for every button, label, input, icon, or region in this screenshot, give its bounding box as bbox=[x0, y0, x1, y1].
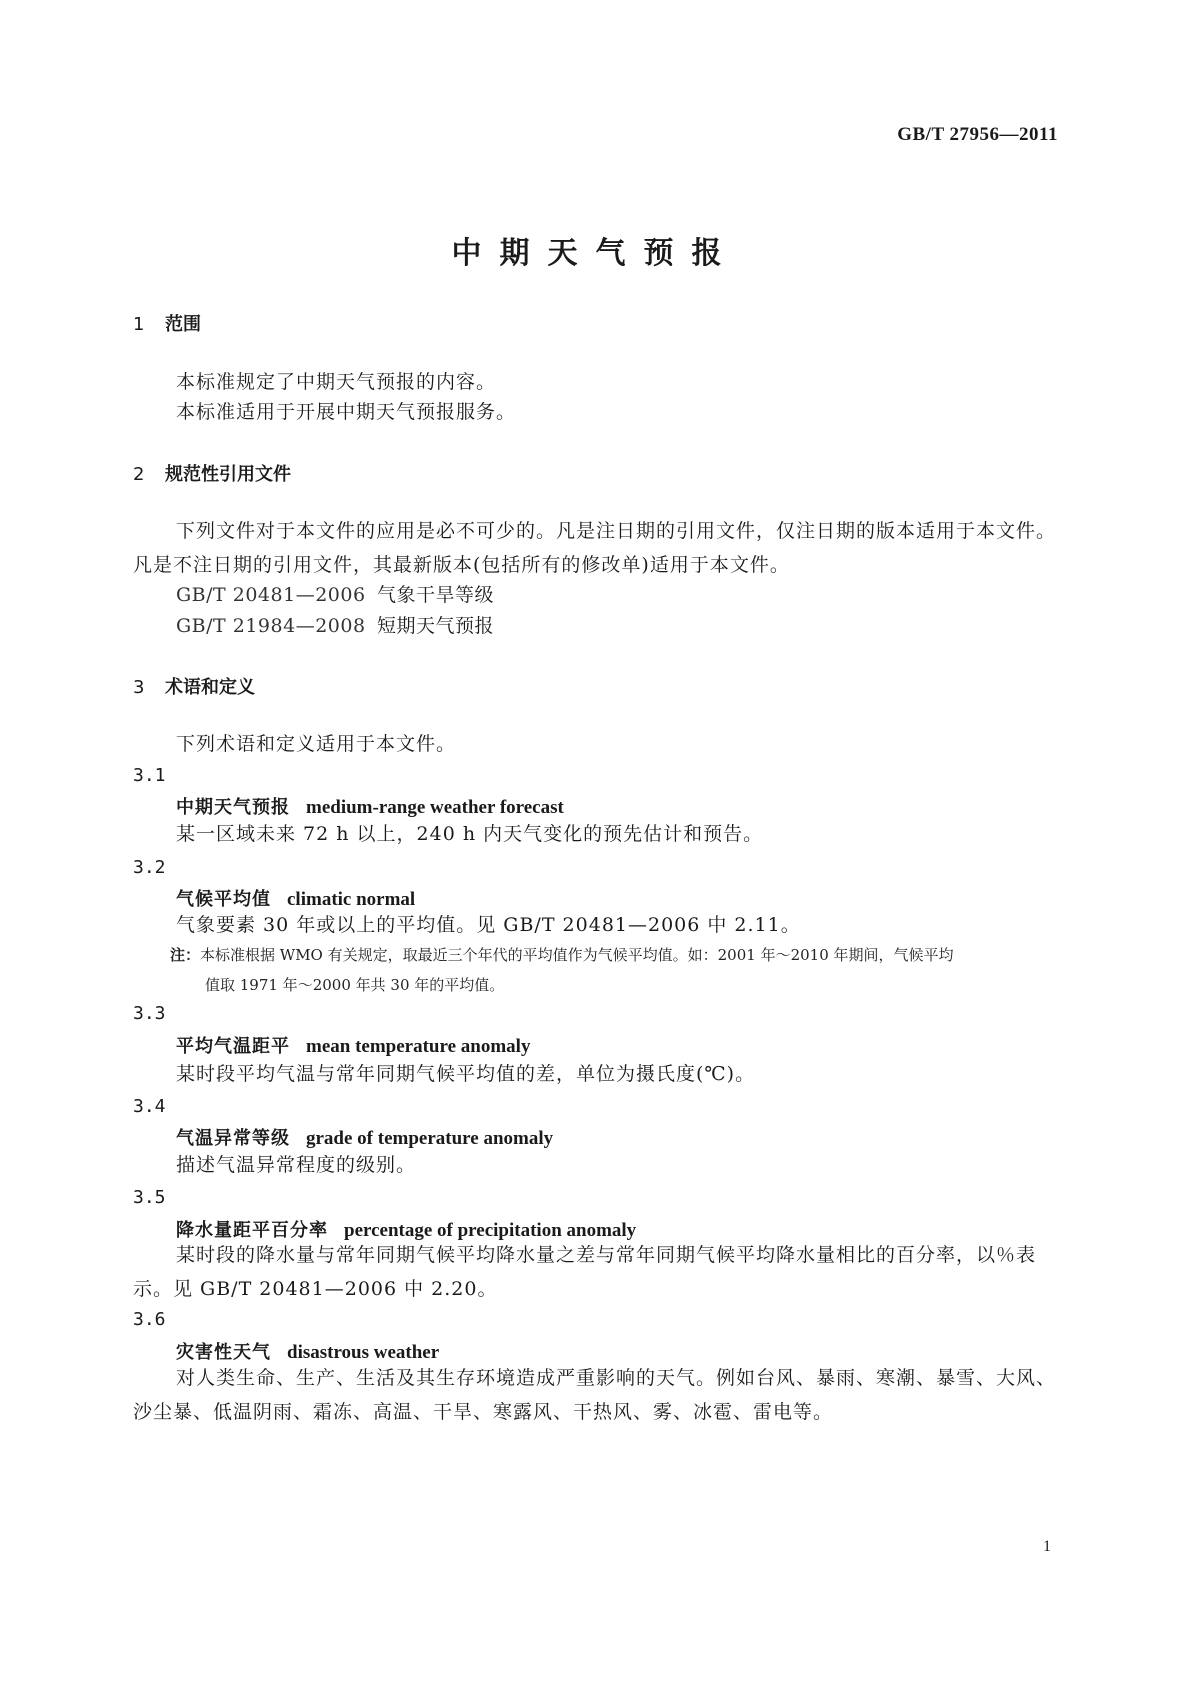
term-definition: 某时段的降水量与常年同期气候平均降水量之差与常年同期气候平均降水量相比的百分率，以％表示。见 GB/T 20481—2006 中 2.20。 bbox=[133, 1244, 1037, 1300]
section-1-heading bbox=[133, 310, 201, 336]
term-chinese: 灾害性天气 bbox=[176, 1342, 271, 1363]
document-title: 中期天气预报 bbox=[451, 236, 740, 271]
term-definition: 对人类生命、生产、生活及其生存环境造成严重影响的天气。例如台风、暴雨、寒潮、暴雪、大风、沙尘暴、低温阴雨、霜冻、高温、干旱、寒露风、干热风、雾、冰雹、雷电等。 bbox=[133, 1367, 1057, 1423]
section-2-heading bbox=[133, 460, 291, 486]
reference-item bbox=[176, 611, 494, 638]
term-heading bbox=[176, 1124, 553, 1150]
term-heading bbox=[176, 793, 564, 819]
reference-code: GB/T 20481—2006 bbox=[176, 584, 366, 606]
term-chinese: 降水量距平百分率 bbox=[176, 1220, 328, 1241]
section-number: 1 bbox=[133, 314, 145, 335]
reference-name: 短期天气预报 bbox=[377, 615, 495, 637]
section-number: 2 bbox=[133, 464, 145, 485]
term-number: 3.4 bbox=[133, 1096, 166, 1117]
paragraph: 下列文件对于本文件的应用是必不可少的。凡是注日期的引用文件，仅注日期的版本适用于本文件。凡是不注日期的引用文件，其最新版本(包括所有的修改单)适用于本文件。 bbox=[133, 520, 1057, 576]
paragraph: 本标准规定了中期天气预报的内容。 bbox=[176, 371, 497, 393]
term-number: 3.6 bbox=[133, 1309, 166, 1330]
term-note bbox=[170, 940, 1058, 1000]
section-title: 术语和定义 bbox=[165, 677, 255, 698]
note-text: 值取 1971 年～2000 年共 30 年的平均值。 bbox=[205, 976, 505, 994]
term-number: 3.5 bbox=[133, 1187, 166, 1208]
reference-code: GB/T 21984—2008 bbox=[176, 615, 366, 637]
term-definition: 描述气温异常程度的级别。 bbox=[176, 1154, 417, 1176]
term-definition: 气象要素 30 年或以上的平均值。见 GB/T 20481—2006 中 2.11。 bbox=[176, 914, 801, 936]
standard-number: GB/T 27956—2011 bbox=[897, 124, 1058, 145]
term-number: 3.1 bbox=[133, 765, 166, 786]
term-english: disastrous weather bbox=[287, 1342, 440, 1363]
paragraph: 本标准适用于开展中期天气预报服务。 bbox=[176, 401, 517, 423]
term-definition: 某时段平均气温与常年同期气候平均值的差，单位为摄氏度(℃)。 bbox=[176, 1063, 756, 1085]
note-label: 注： bbox=[170, 946, 201, 964]
term-english: climatic normal bbox=[287, 889, 416, 910]
term-english: grade of temperature anomaly bbox=[306, 1128, 554, 1149]
term-chinese: 平均气温距平 bbox=[176, 1036, 290, 1057]
reference-name: 气象干旱等级 bbox=[377, 584, 495, 606]
term-number: 3.3 bbox=[133, 1003, 166, 1024]
term-english: percentage of precipitation anomaly bbox=[344, 1220, 637, 1241]
term-english: medium-range weather forecast bbox=[306, 797, 564, 818]
page-number: 1 bbox=[1043, 1538, 1051, 1555]
section-title: 规范性引用文件 bbox=[165, 464, 291, 485]
term-english: mean temperature anomaly bbox=[306, 1036, 531, 1057]
section-number: 3 bbox=[133, 677, 145, 698]
section-3-heading bbox=[133, 673, 255, 699]
term-heading bbox=[176, 1032, 530, 1058]
term-chinese: 气候平均值 bbox=[176, 889, 271, 910]
note-text: 本标准根据 WMO 有关规定，取最近三个年代的平均值作为气候平均值。如：2001 年～2010 年期间，气候平均 bbox=[200, 946, 954, 964]
term-number: 3.2 bbox=[133, 857, 166, 878]
section-title: 范围 bbox=[165, 314, 201, 335]
term-chinese: 中期天气预报 bbox=[176, 797, 290, 818]
term-chinese: 气温异常等级 bbox=[176, 1128, 290, 1149]
term-definition: 某一区域未来 72 h 以上，240 h 内天气变化的预先估计和预告。 bbox=[176, 823, 764, 845]
paragraph: 下列术语和定义适用于本文件。 bbox=[176, 733, 457, 755]
reference-item bbox=[176, 580, 494, 607]
